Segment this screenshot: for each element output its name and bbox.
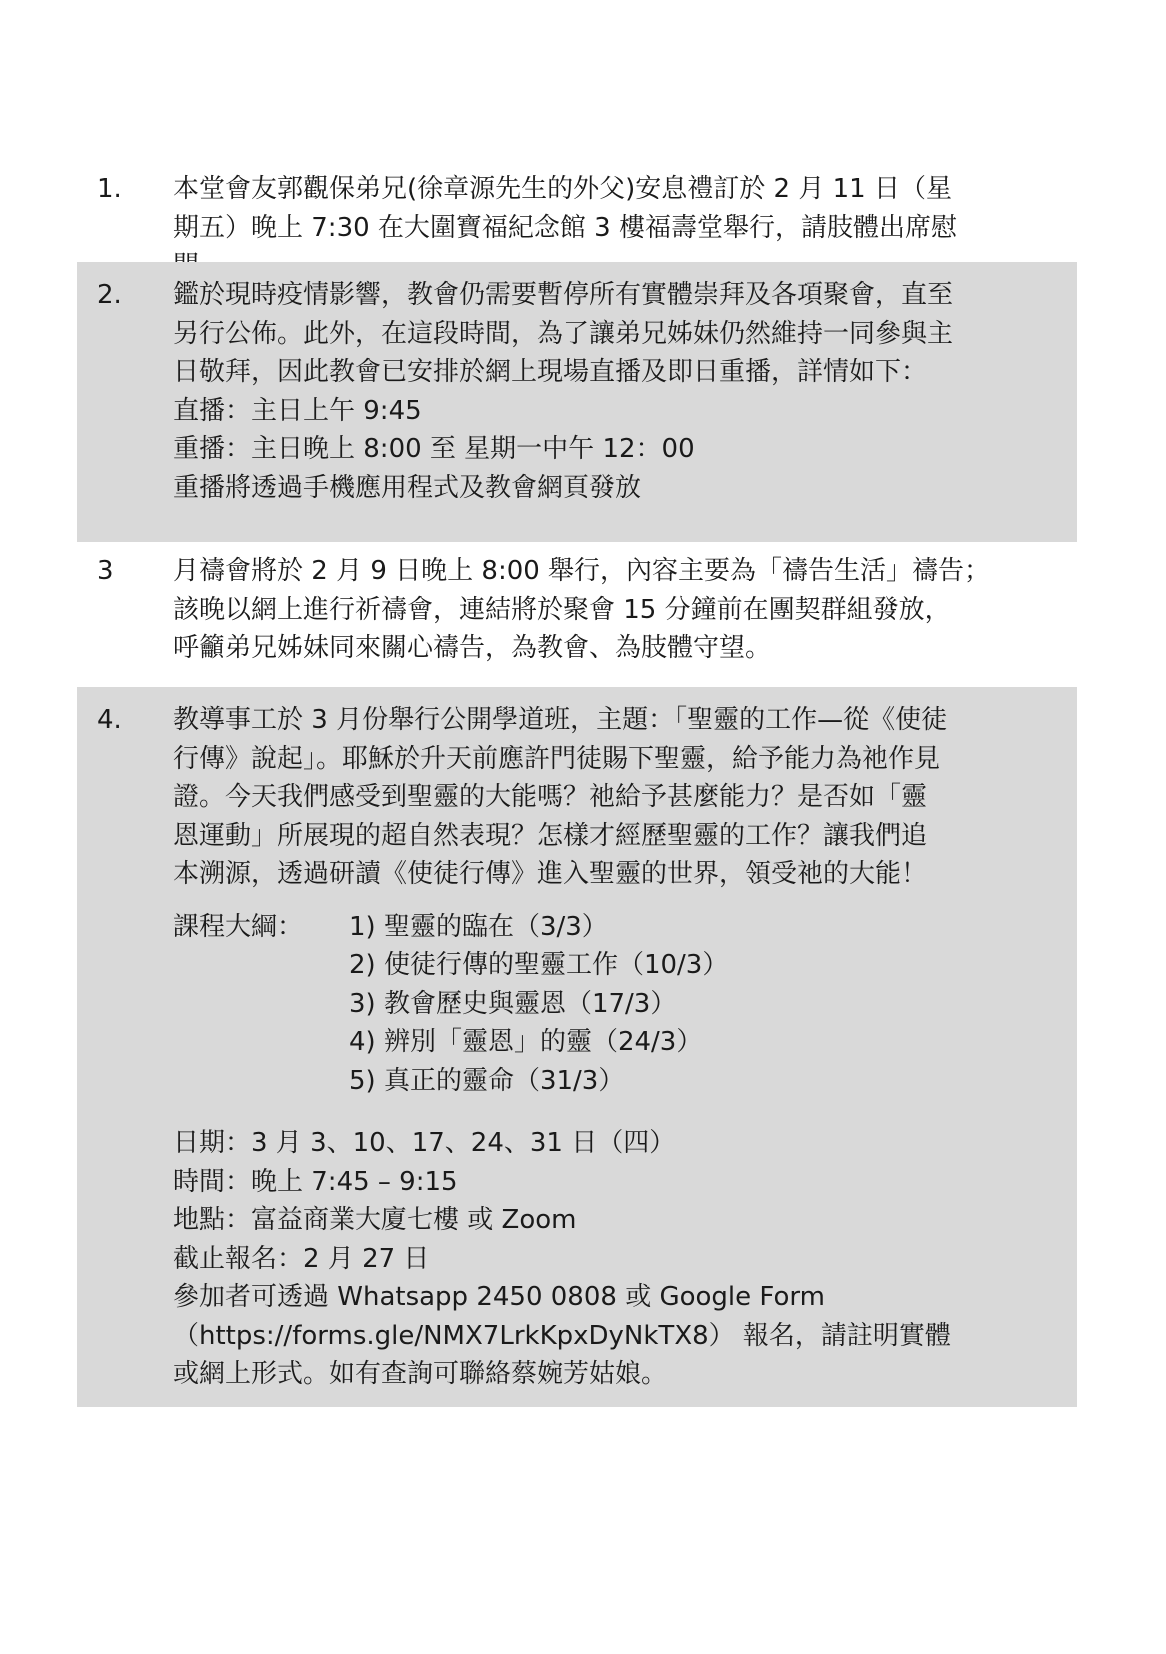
text-line: 另行公佈。此外，在這段時間，為了讓弟兄姊妹仍然維持一同參與主 xyxy=(173,318,954,349)
text-line: 該晚以網上進行祈禱會，連結將於聚會 15 分鐘前在團契群組發放， xyxy=(173,594,951,625)
item-number: 4. xyxy=(97,705,122,735)
text-line: 證。今天我們感受到聖靈的大能嗎？祂給予甚麼能力？是否如「靈 xyxy=(173,782,928,812)
notice-item-3 xyxy=(77,552,1077,680)
item-body xyxy=(173,276,1073,507)
course-outline-list xyxy=(349,908,1073,1101)
item-number: 3 xyxy=(97,556,114,586)
venue-line: 地點：富益商業大廈七樓 或 Zoom xyxy=(173,1205,577,1235)
notice-item-2 xyxy=(77,262,1077,542)
text-line: 教導事工於 3 月份舉行公開學道班，主題：「聖靈的工作—從《使徒 xyxy=(173,705,948,735)
course-outline-label: 課程大綱： xyxy=(173,911,304,942)
registration-link-line: （https://forms.gle/NMX7LrkKpxDyNkTX8） 報名，請註明實體 xyxy=(173,1320,951,1351)
replay-line: 重播：主日晚上 8:00 至 星期一中午 12：00 xyxy=(173,434,695,464)
course-outline xyxy=(173,908,1073,1101)
deadline-line: 截止報名：2 月 27 日 xyxy=(173,1243,430,1274)
notice-item-1 xyxy=(77,170,1077,262)
outline-item: 3) 教會歷史與靈恩（17/3） xyxy=(349,988,677,1019)
item-body xyxy=(173,552,1073,668)
text-line: 恩運動」所展現的超自然表現？怎樣才經歷聖靈的工作？讓我們追 xyxy=(173,820,928,851)
text-line: 本溯源，透過研讀《使徒行傳》進入聖靈的世界，領受祂的大能！ xyxy=(173,859,928,889)
text-line: 日敬拜，因此教會已安排於網上現場直播及即日重播，詳情如下： xyxy=(173,357,928,387)
text-line: 本堂會友郭觀保弟兄(徐章源先生的外父)安息禮訂於 2 月 11 日（星 xyxy=(173,174,952,204)
replay-distribution-line: 重播將透過手機應用程式及教會網頁發放 xyxy=(173,472,642,503)
text-line: 鑑於現時疫情影響，教會仍需要暫停所有實體崇拜及各項聚會，直至 xyxy=(173,280,954,310)
item-body xyxy=(173,701,1073,1394)
outline-item: 5) 真正的靈命（31/3） xyxy=(349,1065,625,1096)
date-line: 日期：3 月 3、10、17、24、31 日（四） xyxy=(173,1128,676,1158)
text-line: 期五）晚上 7:30 在大圍寶福紀念館 3 樓福壽堂舉行，請肢體出席慰 xyxy=(173,212,957,243)
item-number: 2. xyxy=(97,280,122,310)
outline-item: 4) 辨別「靈恩」的靈（24/3） xyxy=(349,1027,703,1057)
registration-line: 參加者可透過 Whatsapp 2450 0808 或 Google Form xyxy=(173,1282,825,1312)
item-number: 1. xyxy=(97,174,122,204)
text-line: 行傳》說起」。耶穌於升天前應許門徒賜下聖靈，給予能力為祂作見 xyxy=(173,743,941,774)
live-broadcast-line: 直播：主日上午 9:45 xyxy=(173,395,422,426)
enquiry-line: 或網上形式。如有查詢可聯絡蔡婉芳姑娘。 xyxy=(173,1359,668,1389)
text-line: 呼籲弟兄姊妹同來關心禱告，為教會、為肢體守望。 xyxy=(173,633,772,663)
notice-item-4 xyxy=(77,687,1077,1407)
time-line: 時間：晚上 7:45 – 9:15 xyxy=(173,1166,458,1197)
outline-item: 2) 使徒行傳的聖靈工作（10/3） xyxy=(349,950,729,980)
course-details xyxy=(173,1124,1073,1394)
outline-item: 1) 聖靈的臨在（3/3） xyxy=(349,911,608,942)
text-line: 月禱會將於 2 月 9 日晚上 8:00 舉行，內容主要為「禱告生活」禱告； xyxy=(173,556,991,586)
